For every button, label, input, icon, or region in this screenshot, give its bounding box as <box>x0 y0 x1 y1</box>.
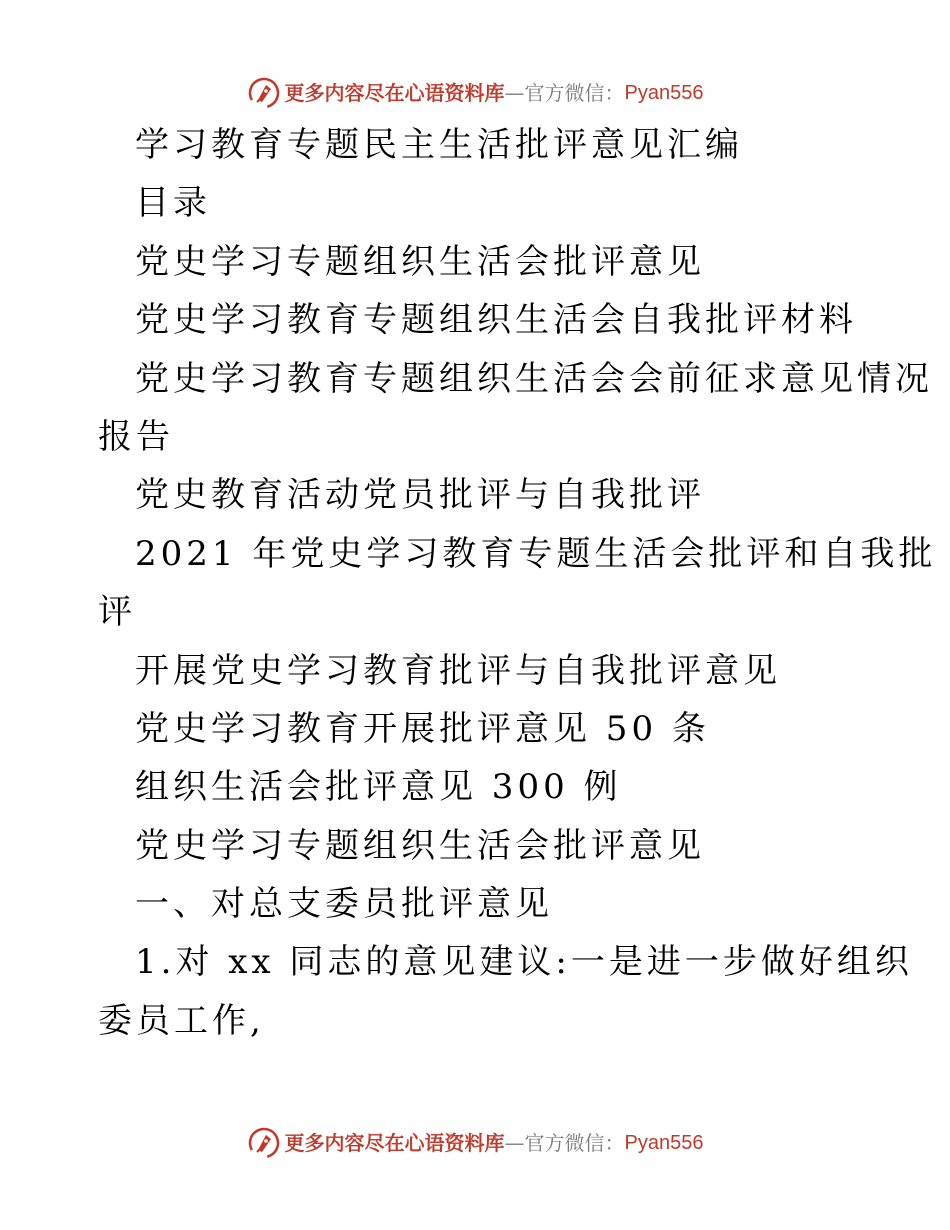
document-line: 组织生活会批评意见 300 例 <box>135 767 622 808</box>
pen-nib-logo-icon <box>247 76 281 110</box>
document-line: 1.对 xx 同志的意见建议:一是进一步做好组织 <box>135 942 913 983</box>
footer-watermark <box>0 1126 950 1160</box>
document-line: 2021 年党史学习教育专题生活会批评和自我批 <box>135 533 937 574</box>
document-line: 开展党史学习教育批评与自我批评意见 <box>135 650 781 691</box>
document-line: 党史学习教育开展批评意见 50 条 <box>135 708 710 749</box>
document-body <box>98 116 937 1050</box>
document-line: 委员工作, <box>98 1000 265 1041</box>
pen-nib-logo-icon <box>247 1126 281 1160</box>
watermark-separator: — <box>504 81 525 105</box>
watermark-contact-id: Pyan556 <box>624 82 704 104</box>
watermark-contact-label: 官方微信： <box>524 1131 625 1155</box>
document-line: 目录 <box>135 183 211 224</box>
document-line: 党史学习教育专题组织生活会会前征求意见情况 <box>135 358 933 399</box>
document-line: 一、对总支委员批评意见 <box>135 884 553 925</box>
document-line: 党史教育活动党员批评与自我批评 <box>135 475 705 516</box>
document-line: 党史学习专题组织生活会批评意见 <box>135 241 705 282</box>
document-line: 报告 <box>98 416 174 457</box>
watermark-contact-label: 官方微信： <box>524 81 625 105</box>
document-line: 党史学习教育专题组织生活会自我批评材料 <box>135 300 857 341</box>
watermark-title: 更多内容尽在心语资料库 <box>284 81 505 105</box>
document-line: 党史学习专题组织生活会批评意见 <box>135 825 705 866</box>
watermark-contact-id: Pyan556 <box>624 1132 704 1154</box>
watermark-separator: — <box>504 1131 525 1155</box>
document-line: 学习教育专题民主生活批评意见汇编 <box>135 125 743 165</box>
document-line: 评 <box>98 592 136 633</box>
header-watermark <box>0 76 950 110</box>
watermark-title: 更多内容尽在心语资料库 <box>284 1131 505 1155</box>
